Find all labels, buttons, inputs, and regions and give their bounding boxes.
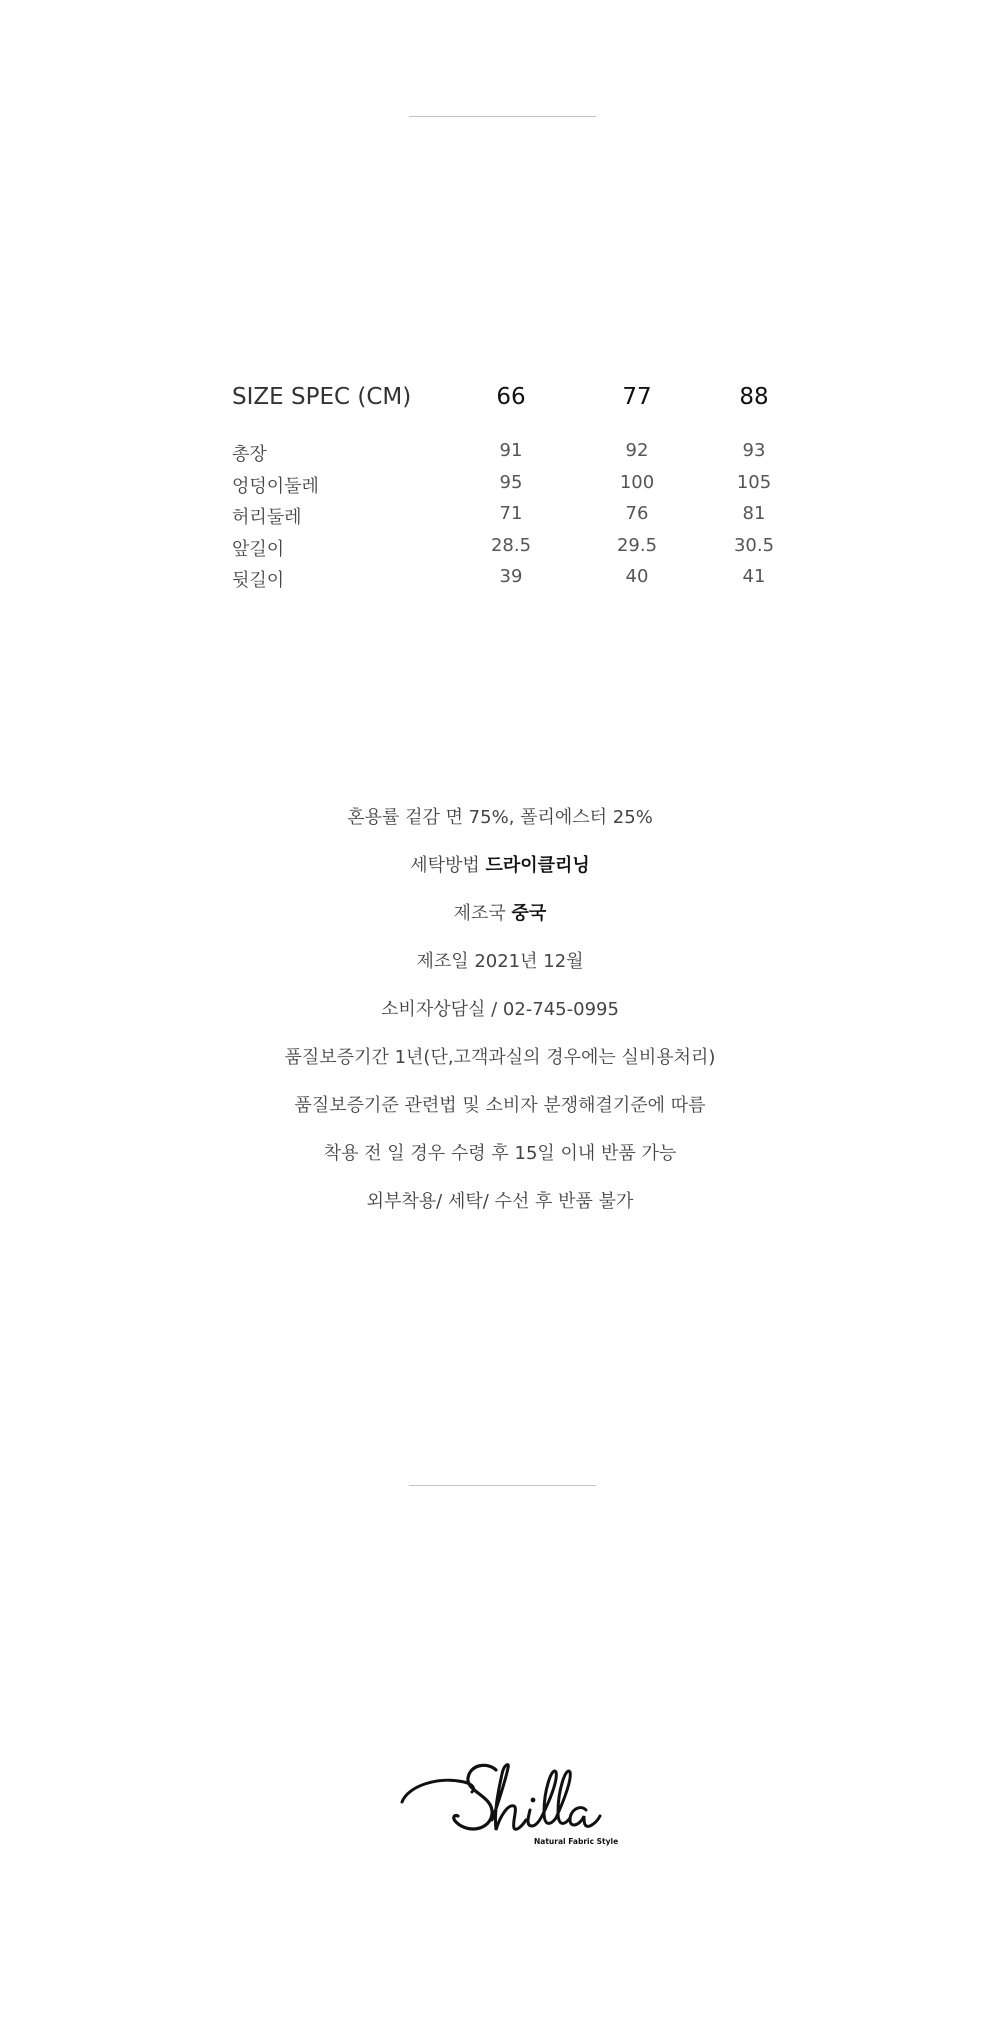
- size-cell: 92: [625, 440, 649, 461]
- composition-line: 혼용률 겉감 면 75%, 폴리에스터 25%: [347, 807, 653, 828]
- row-label: 앞길이: [232, 538, 285, 560]
- size-cell: 91: [499, 440, 523, 461]
- size-cell: 93: [742, 440, 766, 461]
- warranty-period-line: 품질보증기간 1년(단,고객과실의 경우에는 실비용처리): [284, 1047, 716, 1068]
- logo-tagline: Natural Fabric Style: [534, 1837, 619, 1846]
- row-label: 허리둘레: [232, 507, 302, 528]
- size-row-hip: [232, 472, 792, 504]
- washing-line: [0, 854, 1000, 902]
- row-label: 엉덩이둘레: [232, 475, 319, 497]
- size-cell: 41: [742, 566, 766, 587]
- size-row-total-length: [232, 440, 792, 472]
- country-label: 제조국: [453, 903, 512, 924]
- size-cell: 28.5: [490, 534, 532, 556]
- product-info: [0, 806, 1000, 1238]
- size-column-88: 88: [739, 384, 769, 410]
- size-cell: 39: [499, 566, 523, 587]
- shilla-logo: [398, 1760, 619, 1860]
- size-spec-header: [232, 378, 792, 418]
- no-return-line: 외부착용/ 세탁/ 수선 후 반품 불가: [366, 1191, 634, 1212]
- size-cell: 100: [619, 471, 655, 493]
- size-spec-table: [232, 378, 792, 591]
- size-cell: 30.5: [733, 534, 775, 556]
- size-column-66: 66: [496, 384, 526, 410]
- washing-label: 세탁방법: [410, 855, 486, 876]
- size-cell: 71: [499, 503, 523, 524]
- row-label: 총장: [232, 444, 267, 465]
- row-label: 뒷길이: [232, 570, 285, 591]
- size-row-back-rise: [232, 566, 792, 598]
- washing-value: 드라이클리닝: [485, 855, 590, 876]
- manufacture-date-line: 제조일 2021년 12월: [416, 951, 584, 972]
- size-cell: 81: [742, 503, 766, 524]
- country-line: [0, 902, 1000, 950]
- size-column-77: 77: [622, 384, 652, 410]
- warranty-standard-line: 품질보증기준 관련법 및 소비자 분쟁해결기준에 따름: [294, 1095, 706, 1116]
- top-divider: [409, 116, 596, 117]
- size-cell: 76: [625, 503, 649, 524]
- size-cell: 95: [499, 471, 523, 493]
- size-cell: 29.5: [616, 534, 658, 556]
- bottom-divider: [409, 1485, 596, 1486]
- size-row-waist: [232, 503, 792, 535]
- return-policy-line: 착용 전 일 경우 수령 후 15일 이내 반품 가능: [323, 1143, 677, 1164]
- size-spec-rows: [232, 440, 792, 598]
- size-cell: 40: [625, 566, 649, 587]
- country-value: 중국: [511, 903, 547, 924]
- size-spec-title: SIZE SPEC (CM): [232, 384, 412, 410]
- shilla-logo-mark: [398, 1760, 619, 1860]
- size-row-front-rise: [232, 535, 792, 567]
- size-cell: 105: [736, 471, 772, 493]
- consumer-center-line: 소비자상담실 / 02-745-0995: [381, 999, 619, 1020]
